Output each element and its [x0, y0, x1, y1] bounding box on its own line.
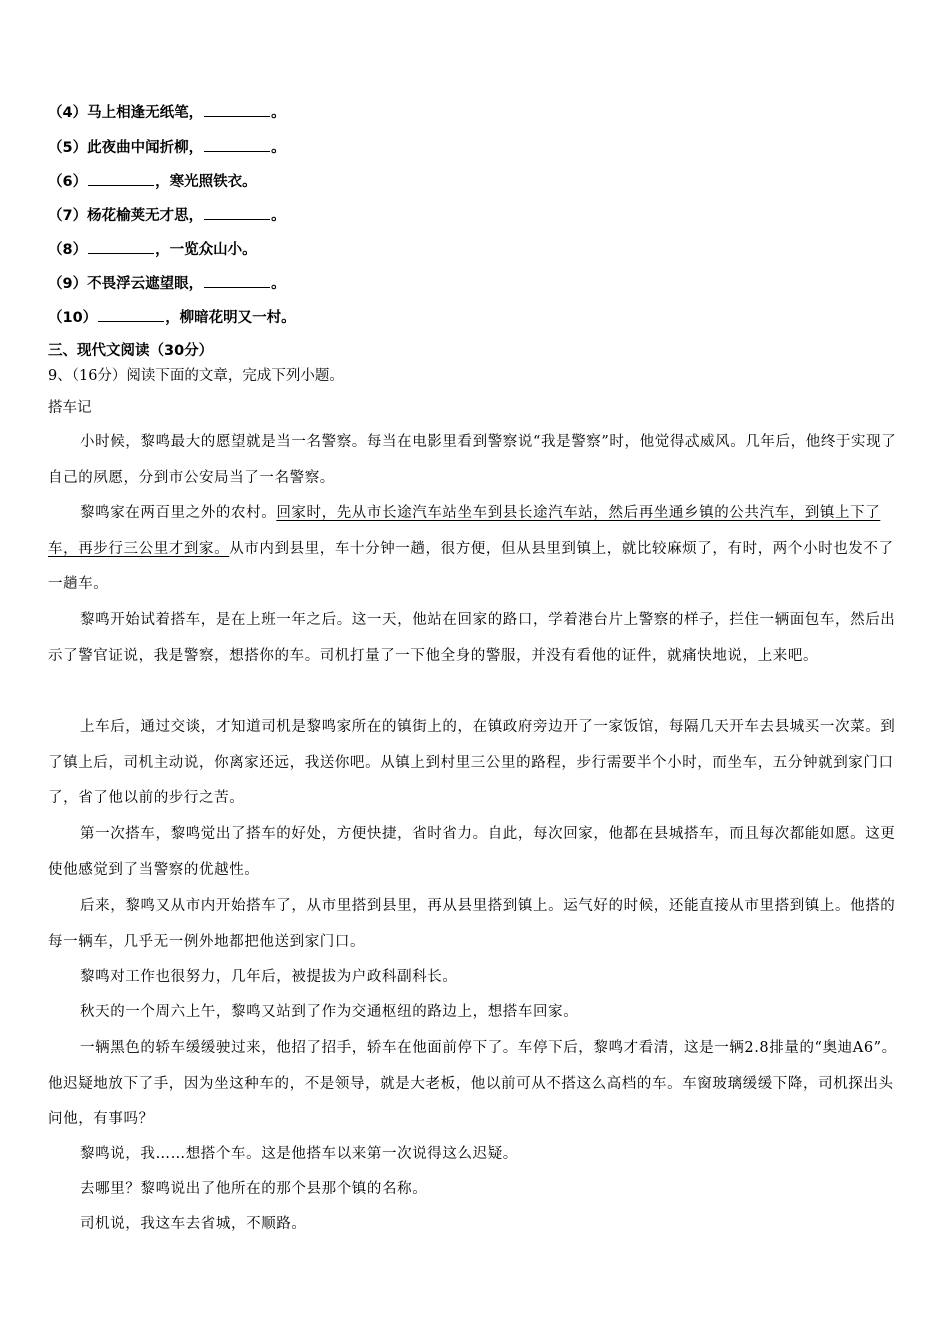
- poem-line-4: [48, 102, 908, 123]
- section-heading: 三、现代文阅读（30分）: [48, 343, 214, 359]
- poem-text: 此夜曲中闻折柳，: [87, 140, 204, 156]
- poem-number: （9）: [48, 276, 88, 292]
- fill-blank[interactable]: [88, 239, 154, 254]
- article-paragraph: 一辆黑色的轿车缓缓驶过来，他招了招手，轿车在他面前停下了。车停下后，黎鸣才看清，这是一辆2.8排量的“奥迪A6”。他迟疑地放下了手，因为坐这种车的，不是领导，就是大老板，他以前可从不搭这么高档的车。车窗玻璃缓缓下降，司机探出头问他，有事吗？: [48, 1040, 897, 1127]
- article-paragraph: 第一次搭车，黎鸣觉出了搭车的好处，方便快捷，省时省力。自此，每次回家，他都在县城搭车，而且每次都能如愿。这更使他感觉到了当警察的优越性。: [48, 826, 896, 878]
- fill-blank[interactable]: [204, 137, 270, 152]
- article-paragraph: 黎鸣说，我……想搭个车。这是他搭车以来第一次说得这么迟疑。: [80, 1146, 518, 1162]
- article-title: 搭车记: [48, 400, 92, 416]
- article-paragraph: 去哪里？黎鸣说出了他所在的那个县那个镇的名称。: [80, 1181, 428, 1197]
- poem-text: 。: [271, 140, 286, 156]
- poem-text: ，寒光照铁衣。: [155, 174, 257, 190]
- poem-number: （10）: [48, 310, 98, 326]
- poem-text: 。: [271, 276, 286, 292]
- poem-line-9: [48, 273, 908, 294]
- poem-number: （6）: [48, 174, 88, 190]
- poem-number: （4）: [48, 105, 88, 121]
- fill-blank[interactable]: [204, 273, 270, 288]
- fill-blank[interactable]: [204, 205, 270, 220]
- poem-number: （8）: [48, 242, 88, 258]
- article-paragraph: 上车后，通过交谈，才知道司机是黎鸣家所在的镇街上的，在镇政府旁边开了一家饭馆，每隔几天开车去县城买一次菜。到了镇上后，司机主动说，你离家还远，我送你吧。从镇上到村里三公里的路程，步行需要半个小时，而坐车，五分钟就到家门口了，省了他以前的步行之苦。: [48, 719, 896, 806]
- fill-blank[interactable]: [204, 102, 270, 117]
- article-paragraph: 小时候，黎鸣最大的愿望就是当一名警察。每当在电影里看到警察说“我是警察”时，他觉得忒威风。几年后，他终于实现了自己的夙愿，分到市公安局当了一名警察。: [48, 434, 897, 486]
- article-paragraph: 后来，黎鸣又从市内开始搭车了，从市里搭到县里，再从县里搭到镇上。运气好的时候，还能直接从市里搭到镇上。他搭的每一辆车，几乎无一例外地都把他送到家门口。: [48, 898, 896, 950]
- poem-text: 不畏浮云遮望眼，: [87, 276, 204, 292]
- poem-text: 。: [271, 105, 286, 121]
- poem-line-5: [48, 137, 908, 158]
- paragraph-text: 黎鸣家在两百里之外的农村。: [80, 505, 277, 521]
- poem-line-10: [48, 307, 908, 328]
- article-paragraph: 司机说，我这车去省城，不顺路。: [80, 1216, 307, 1232]
- article-paragraph: 秋天的一个周六上午，黎鸣又站到了作为交通枢纽的路边上，想搭车回家。: [80, 1004, 579, 1020]
- paragraph-text: 从市内到县里，车十分钟一趟，很方便，但从县里到镇上，就比较麻烦了，有时，两个小时也发不了一趟车。: [48, 540, 894, 592]
- article-paragraph: 黎鸣对工作也很努力，几年后，被提拔为户政科副科长。: [80, 969, 458, 985]
- poem-text: 马上相逢无纸笔，: [87, 105, 204, 121]
- fill-blank[interactable]: [98, 307, 164, 322]
- poem-text: 杨花榆荚无才思，: [87, 208, 204, 224]
- underlined-sentence: 回家时，先从市长途汽车站坐车到县长途汽车站，然后再坐通乡镇的公共汽车，到镇上下了车，再步行三公里才到家。: [48, 505, 881, 557]
- question-intro: 9、（16分）阅读下面的文章，完成下列小题。: [48, 368, 344, 384]
- poem-text: 。: [271, 208, 286, 224]
- poem-text: ，柳暗花明又一村。: [165, 310, 296, 326]
- poem-text: ，一览众山小。: [155, 242, 257, 258]
- article-paragraph: 黎鸣开始试着搭车，是在上班一年之后。这一天，他站在回家的路口，学着港台片上警察的样子，拦住一辆面包车，然后出示了警官证说，我是警察，想搭你的车。司机打量了一下他全身的警服，并没有看他的证件，就痛快地说，上来吧。: [48, 612, 896, 664]
- poem-line-6: [48, 171, 908, 192]
- poem-line-7: [48, 205, 908, 226]
- poem-number: （7）: [48, 208, 88, 224]
- poem-number: （5）: [48, 140, 88, 156]
- article-paragraph: [48, 496, 908, 603]
- fill-blank[interactable]: [88, 171, 154, 186]
- poem-line-8: [48, 239, 908, 260]
